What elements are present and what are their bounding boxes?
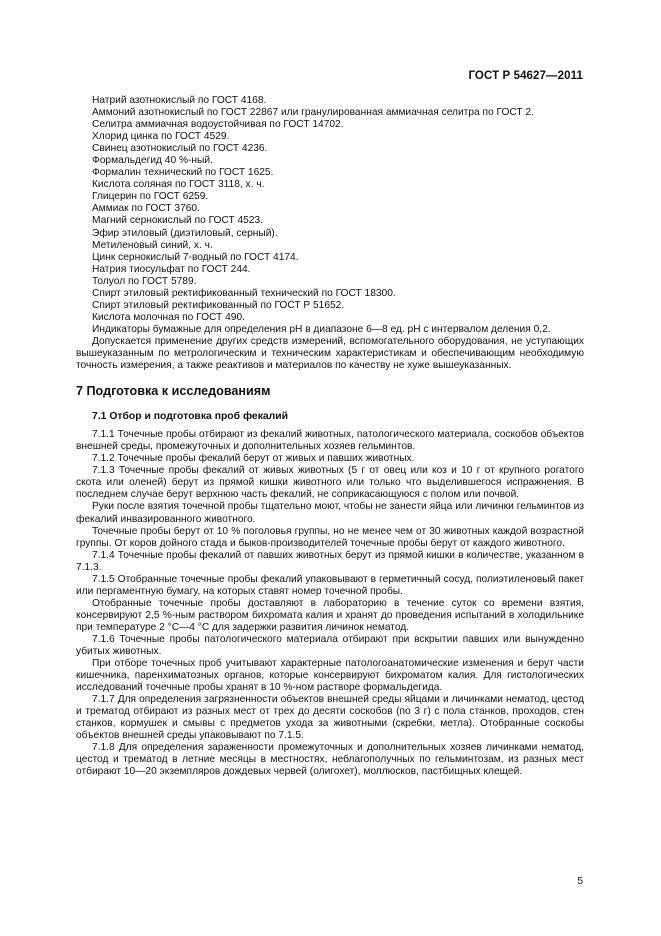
paragraph-hand-washing: Руки после взятия точечной пробы тщательно моют, чтобы не занести яйца или личинки гельминтов из фекалий инвазированного животного.	[76, 501, 584, 525]
paragraph-7-1-1: 7.1.1 Точечные пробы отбирают из фекалий животных, патологического материала, соскобов объектов внешней среды, промежуточных и дополнительных хозяев гельминтов.	[76, 429, 584, 453]
page-content	[76, 95, 584, 779]
reagent-item: Глицерин по ГОСТ 6259.	[92, 191, 209, 203]
paragraph-7-1-6: 7.1.6 Точечные пробы патологического материала отбирают при вскрытии павших или вынужденно убитых животных.	[76, 633, 584, 658]
reagent-item: Толуол по ГОСТ 5789.	[92, 275, 197, 287]
reagent-item: Свинец азотнокислый по ГОСТ 4236.	[92, 143, 268, 155]
paragraph-delivery: Отобранные точечные пробы доставляют в лабораторию в течение суток со времени взятия, консервируют 2,5 %-ным раствором бихромата калия и хранят до проведения испытаний в холодильнике при температуре 2 °С—4 °С для задержки развития личинок нематод.	[76, 597, 584, 633]
document-header: ГОСТ Р 54627—2011	[468, 70, 583, 82]
paragraph-sample-share: Точечные пробы берут от 10 % поголовья группы, но не менее чем от 30 животных каждой возрастной группы. От коров дойного стада и быков-производителей точечные пробы берут от каждого животного.	[76, 525, 584, 549]
reagent-item: Кислота молочная по ГОСТ 490.	[92, 311, 245, 323]
reagent-item: Спирт этиловый ректификованный по ГОСТ Р 51652.	[92, 299, 345, 311]
reagent-list	[76, 95, 584, 336]
reagent-item: Формальдегид 40 %-ный.	[92, 155, 213, 167]
reagent-item: Селитра аммиачная водоустойчивая по ГОСТ 14702.	[92, 119, 344, 131]
reagent-item: Эфир этиловый (диэтиловый, серный).	[92, 227, 278, 239]
paragraph-pathology: При отборе точечных проб учитывают характерные патологоанатомические изменения и берут части кишечника, паренхиматозных органов, которые консервируют бихроматом калия. Для гистологических исследований точечные пробы хранят в 10 %-ном растворе формальдегида.	[76, 658, 584, 694]
paragraph-7-1-5: 7.1.5 Отобранные точечные пробы фекалий упаковывают в герметичный сосуд, полиэтиленовый пакет или пергаментную бумагу, на которых ставят номер точечной пробы.	[76, 573, 584, 597]
reagent-item: Натрия тиосульфат по ГОСТ 244.	[92, 263, 251, 275]
paragraph-7-1-4: 7.1.4 Точечные пробы фекалий от павших животных берут из прямой кишки в количестве, указанном в 7.1.3.	[76, 549, 584, 573]
reagent-item: Индикаторы бумажные для определения рН в диапазоне 6—8 ед. рН с интервалом деления 0,2.	[92, 323, 551, 335]
allowance-paragraph: Допускается применение других средств измерений, вспомогательного оборудования, не уступающих вышеуказанным по метрологическим и техническим характеристикам и обеспечивающим необходимую точность измерения, а также реактивов и материалов по качеству не хуже вышеуказанных.	[76, 335, 584, 372]
paragraph-7-1-3: 7.1.3 Точечные пробы фекалий от живых животных (5 г от овец или коз и 10 г от крупного рогатого скота или оленей) берут из прямой кишки животного или только что выделившегося испражнения. В последнем случае берут верхнюю часть фекалий, не соприкасающуюся с полом или почвой.	[76, 465, 584, 501]
subsection-heading: 7.1 Отбор и подготовка проб фекалий	[92, 411, 289, 423]
reagent-item: Формалин технический по ГОСТ 1625.	[92, 167, 274, 179]
section-heading: 7 Подготовка к исследованиям	[76, 384, 271, 399]
paragraph-7-1-8: 7.1.8 Для определения зараженности промежуточных и дополнительных хозяев личинками нематод, цестод и трематод в летние месяцы в местностях, неблагополучных по гельминтозам, из разных мест отбирают 10—20 экземпляров дождевых червей (олигохет), моллюсков, пастбищных клещей.	[76, 742, 584, 778]
reagent-item: Цинк сернокислый 7-водный по ГОСТ 4174.	[92, 251, 299, 263]
reagent-item: Кислота соляная по ГОСТ 3118, х. ч.	[92, 179, 265, 191]
reagent-item: Метиленовый синий, х. ч.	[92, 239, 213, 251]
reagent-item: Спирт этиловый ректификованный технический по ГОСТ 18300.	[92, 287, 396, 299]
reagent-item: Аммиак по ГОСТ 3760.	[92, 203, 200, 215]
reagent-item: Хлорид цинка по ГОСТ 4529.	[92, 131, 230, 143]
reagent-item: Магний сернокислый по ГОСТ 4523.	[92, 215, 264, 227]
reagent-item: Аммоний азотнокислый по ГОСТ 22867 или гранулированная аммиачная селитра по ГОСТ 2.	[92, 107, 534, 119]
reagent-item: Натрий азотнокислый по ГОСТ 4168.	[92, 95, 267, 106]
paragraph-7-1-7: 7.1.7 Для определения загрязненности объектов внешней среды яйцами и личинками нематод, цестод и трематод отбирают из разных мест от трех до десяти соскобов (по 3 г) с пола станков, проходов, стен станков, кормушек и смывы с предметов ухода за животными (скребки, метла). Отобранные соскобы объектов внешней среды упаковывают по 7.1.5.	[76, 694, 584, 742]
paragraph-7-1-2: 7.1.2 Точечные пробы фекалий берут от живых и павших животных.	[92, 453, 415, 465]
page-number: 5	[577, 876, 583, 887]
